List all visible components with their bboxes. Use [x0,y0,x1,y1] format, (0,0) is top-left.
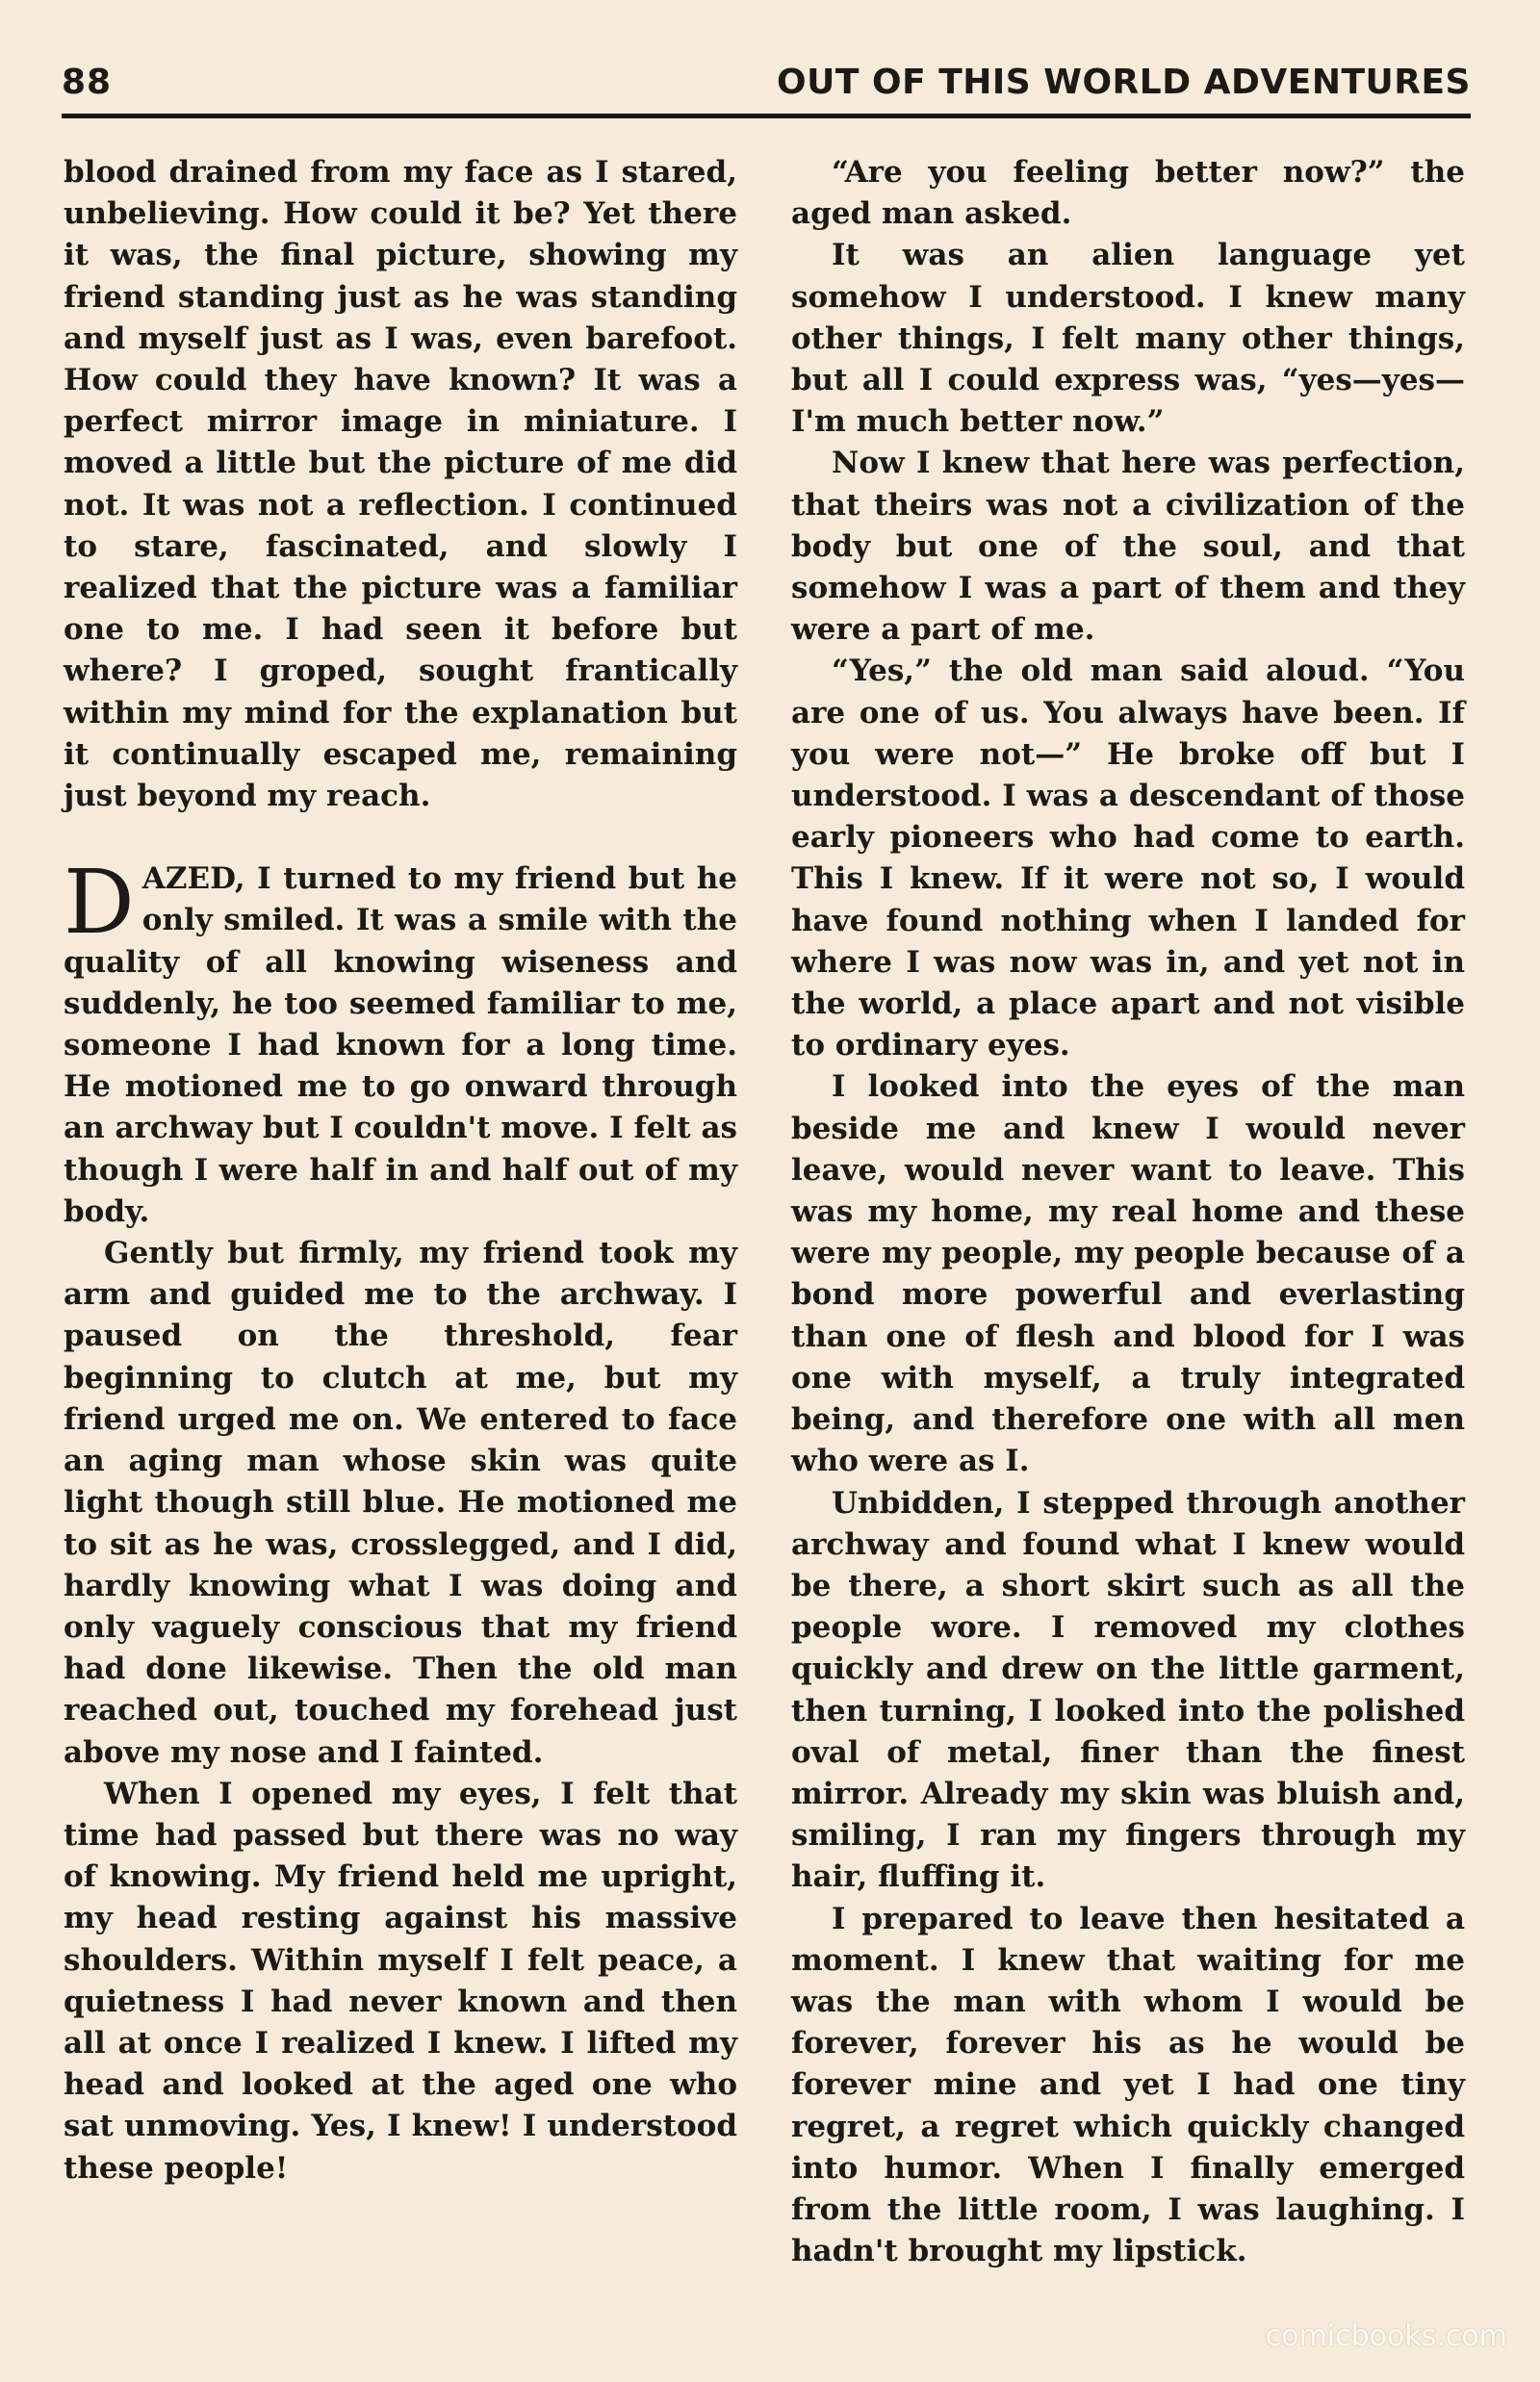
right-column [791,152,1465,2272]
paragraph: I prepared to leave then hesitated a moment. I knew that waiting for me was the man with whom I would be forever, forever his as he would be forever mine and yet I had one tiny regret, a regret which quickly changed into humor. When I finally emerged from the little room, I was laughing. I hadn't brought my lipstick. [791,1901,1465,2269]
running-title: OUT OF THIS WORLD ADVENTURES [777,63,1471,102]
paragraph: It was an alien language yet somehow I understood. I knew many other things, I felt many other things, but all I could express was, “yes—yes— I'm much better now.” [791,238,1465,440]
paragraph: Now I knew that here was perfection, that theirs was not a civilization of the body but one of the soul, and that somehow I was a part of them and they were a part of me. [791,446,1465,648]
drop-cap: D [64,851,135,955]
header-rule [62,114,1471,118]
left-column [64,152,737,2190]
paragraph: When I opened my eyes, I felt that time had passed but there was no way of knowing. My friend held me upright, my head resting against his massive shoulders. Within myself I felt peace, a quietness I had never known and then all at once I realized I knew. I lifted my head and looked at the aged one who sat unmoving. Yes, I knew! I understood these people! [64,1776,737,2186]
paragraph: Gently but firmly, my friend took my arm and guided me to the archway. I paused on the threshold, fear beginning to clutch at me, but my friend urged me on. We entered to face an aging man whose skin was quite light though still blue. He motioned me to sit as he was, crosslegged, and I did, hardly knowing what I was doing and only vaguely conscious that my friend had done likewise. Then the old man reached out, touched my forehead just above my nose and I fainted. [64,1236,737,1770]
watermark: comicbooks.com [1265,2319,1507,2353]
section-paragraph-text: AZED, I turned to my friend but he only smiled. It was a smile with the quality of all knowing wiseness and suddenly, he too seemed familiar to me, someone I had known for a long time. He motioned me to go onward through an archway but I couldn't move. I felt as though I were half in and half out of my body. [64,861,737,1229]
section-paragraph [64,851,737,1233]
page-header [62,56,1471,114]
paragraph: Unbidden, I stepped through another archway and found what I knew would be there, a short skirt such as all the people wore. I removed my clothes quickly and drew on the little garment, then turning, I looked into the polished oval of metal, finer than the finest mirror. Already my skin was bluish and, smiling, I ran my fingers through my hair, fluffing it. [791,1485,1465,1895]
page-number: 88 [62,63,113,102]
paragraph: “Yes,” the old man said aloud. “You are one of us. You always have been. If you were not—” He broke off but I understood. I was a descendant of those early pioneers who had come to earth. This I knew. If it were not so, I would have found nothing when I landed for where I was now was in, and yet not in the world, a place apart and not visible to ordinary eyes. [791,653,1465,1063]
paragraph: blood drained from my face as I stared, unbelieving. How could it be? Yet there it was, the final picture, showing my friend standing just as he was standing and myself just as I was, even barefoot. How could they have known? It was a perfect mirror image in miniature. I moved a little but the picture of me did not. It was not a reflection. I continued to stare, fascinated, and slowly I realized that the picture was a familiar one to me. I had seen it before but where? I groped, sought frantically within my mind for the explanation but it continually escaped me, remaining just beyond my reach. [64,155,737,814]
paragraph: “Are you feeling better now?” the aged man asked. [791,155,1465,232]
paragraph: I looked into the eyes of the man beside me and knew I would never leave, would never want to leave. This was my home, my real home and these were my people, my people because of a bond more powerful and everlasting than one of flesh and blood for I was one with myself, a truly integrated being, and therefore one with all men who were as I. [791,1069,1465,1479]
